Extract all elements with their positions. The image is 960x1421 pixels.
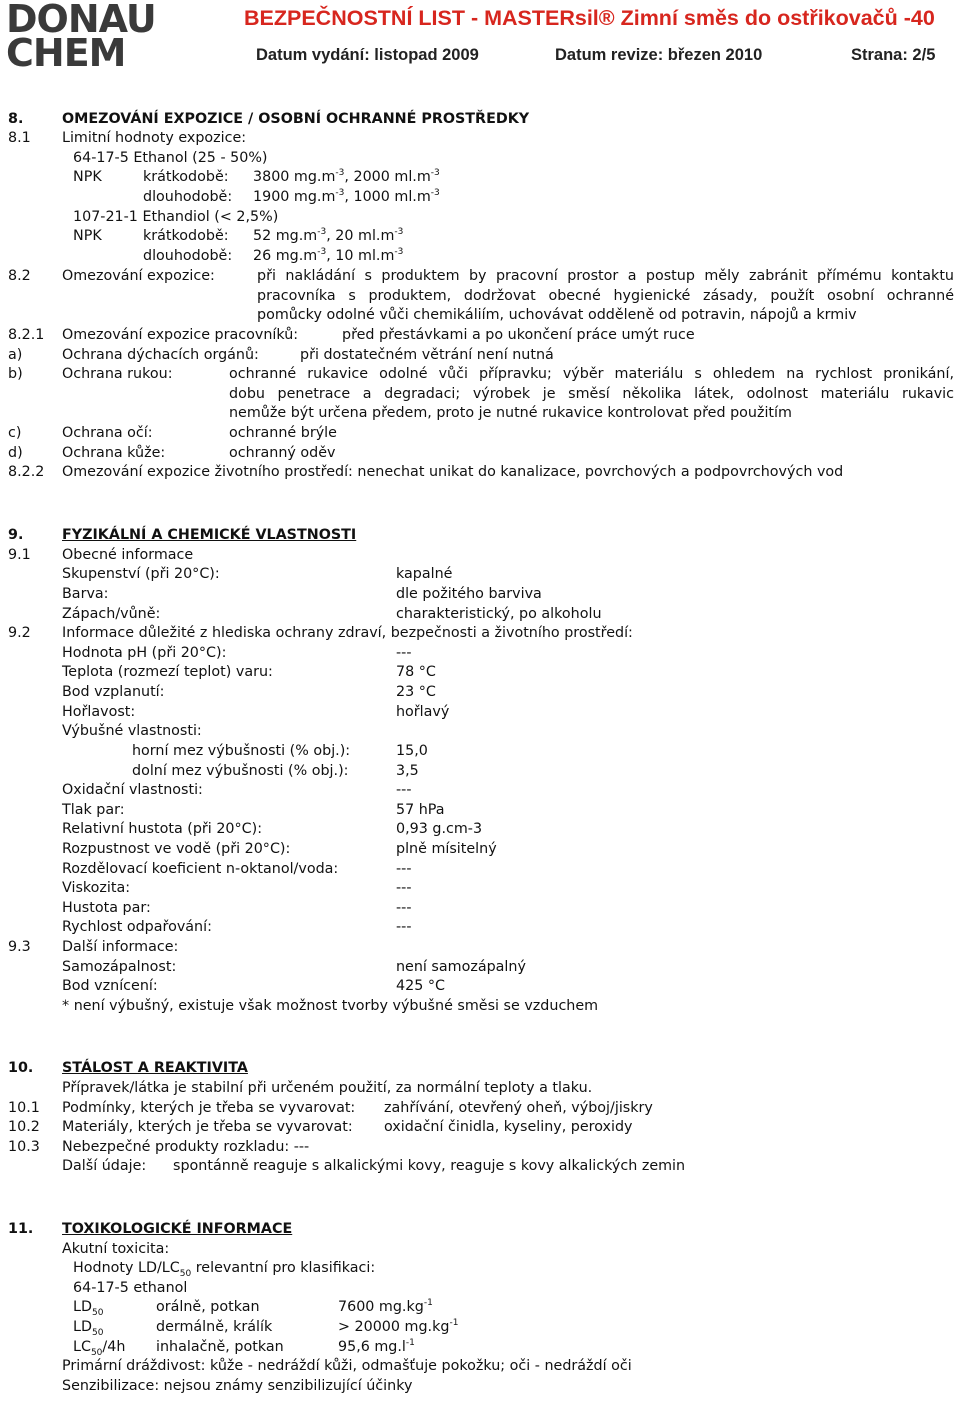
eye-protection-label: Ochrana očí: <box>62 425 153 441</box>
property-label: Tlak par: <box>62 802 125 818</box>
property-label: Skupenství (při 20°C): <box>62 566 220 582</box>
short-term-label: krátkodobě: <box>143 169 229 185</box>
s8-number: 8. <box>8 111 24 127</box>
property-label: Rozdělovací koeficient n-oktanol/voda: <box>62 861 339 877</box>
property-value: --- <box>396 880 412 896</box>
s821-number: 8.2.1 <box>8 327 45 343</box>
ethandiol-name: 107-21-1 Ethandiol (< 2,5%) <box>73 209 279 225</box>
tox-route: inhalačně, potkan <box>156 1339 284 1355</box>
property-value: 15,0 <box>396 743 428 759</box>
respiratory-protection-label: Ochrana dýchacích orgánů: <box>62 347 259 363</box>
property-label: Samozápalnost: <box>62 959 177 975</box>
item-b-number: b) <box>8 366 23 382</box>
property-label: Zápach/vůně: <box>62 606 161 622</box>
s102-number: 10.2 <box>8 1119 40 1135</box>
ethandiol-long-term-value: 26 $mg.m^{-3}$, 10 $ml.m^{-3}$ <box>253 247 404 264</box>
s11-number: 11. <box>8 1221 34 1237</box>
property-label: Hodnota pH (při 20°C): <box>62 645 227 661</box>
s821-label: Omezování expozice pracovníků: <box>62 327 299 343</box>
s82-text-line2: pracovníka s produktem, dodržovat obecné hygienické zásady, použít osobní ochranné <box>257 288 954 304</box>
materials-to-avoid-value: oxidační činidla, kyseliny, peroxidy <box>384 1119 633 1135</box>
property-value: dle požitého barviva <box>396 586 542 602</box>
property-label: horní mez výbušnosti (% obj.): <box>132 743 351 759</box>
eye-protection-value: ochranné brýle <box>229 425 337 441</box>
s8-title: OMEZOVÁNÍ EXPOZICE / OSOBNÍ OCHRANNÉ PROSTŘEDKY <box>62 111 530 127</box>
s10-number: 10. <box>8 1060 34 1076</box>
item-c-number: c) <box>8 425 22 441</box>
property-value: 425 °C <box>396 978 445 994</box>
s9-title: FYZIKÁLNÍ A CHEMICKÉ VLASTNOSTI <box>62 527 357 543</box>
property-value: charakteristický, po alkoholu <box>396 606 602 622</box>
s82-number: 8.2 <box>8 268 31 284</box>
conditions-to-avoid-label: Podmínky, kterých je třeba se vyvarovat: <box>62 1100 356 1116</box>
document-title: BEZPEČNOSTNÍ LIST - MASTERsil® Zimní směs do ostřikovačů -40 <box>244 6 935 30</box>
item-a-number: a) <box>8 347 23 363</box>
property-value: --- <box>396 900 412 916</box>
tox-value: 95,6 $mg.l^{-1}$ <box>338 1338 415 1355</box>
logo-line2: CHEM <box>6 31 126 75</box>
s10-title: STÁLOST A REAKTIVITA <box>62 1060 248 1076</box>
stability-intro: Přípravek/látka je stabilní při určeném použití, za normální teploty a tlaku. <box>62 1080 593 1096</box>
skin-protection-label: Ochrana kůže: <box>62 445 166 461</box>
decomposition-products: Nebezpečné produkty rozkladu: --- <box>62 1139 310 1155</box>
long-term-label: dlouhodobě: <box>143 248 233 264</box>
property-label: dolní mez výbušnosti (% obj.): <box>132 763 349 779</box>
ethanol-long-term-value: 1900 $mg.m^{-3}$, 1000 $ml.m^{-3}$ <box>253 188 440 205</box>
s82-text-line3: pomůcky odolné vůči chemikáliím, uchovávat odděleně od potravin, nápojů a krmiv <box>257 307 857 323</box>
property-label: Hustota par: <box>62 900 151 916</box>
tox-substance: 64-17-5 ethanol <box>73 1280 188 1296</box>
issue-date: Datum vydání: listopad 2009 <box>256 46 479 64</box>
npk-label: NPK <box>73 169 102 185</box>
hand-protection-line3: nemůže být určena předem, proto je nutné rukavice kontrolovat před použitím <box>229 405 792 421</box>
tox-route: dermálně, králík <box>156 1319 273 1335</box>
s103-number: 10.3 <box>8 1139 40 1155</box>
s822-text: Omezování expozice životního prostředí: nenechat unikat do kanalizace, povrchových a podpovrchových vod <box>62 464 844 480</box>
s93-number: 9.3 <box>8 939 31 955</box>
property-value: není samozápalný <box>396 959 526 975</box>
property-value: 23 °C <box>396 684 436 700</box>
logo-line1: DONAU <box>6 0 156 41</box>
s9-number: 9. <box>8 527 24 543</box>
acute-toxicity-label: Akutní toxicita: <box>62 1241 170 1257</box>
property-value: hořlavý <box>396 704 450 720</box>
long-term-label: dlouhodobě: <box>143 189 233 205</box>
s81-number: 8.1 <box>8 130 31 146</box>
property-value: plně mísitelný <box>396 841 497 857</box>
property-value: kapalné <box>396 566 453 582</box>
property-label: Relativní hustota (při 20°C): <box>62 821 263 837</box>
property-value: 57 hPa <box>396 802 445 818</box>
tox-measure: $LD_{50}$ <box>73 1319 104 1338</box>
s11-title: TOXIKOLOGICKÉ INFORMACE <box>62 1221 293 1237</box>
ethanol-short-term-value: 3800 $mg.m^{-3}$, 2000 $ml.m^{-3}$ <box>253 168 440 185</box>
s822-number: 8.2.2 <box>8 464 45 480</box>
s91-title: Obecné informace <box>62 547 194 563</box>
s82-text-line1: při nakládání s produktem by pracovní prostor a postup měly zabránit přímému kontaktu <box>257 268 954 284</box>
s92-number: 9.2 <box>8 625 31 641</box>
other-data-value: spontánně reaguje s alkalickými kovy, reaguje s kovy alkalických zemin <box>173 1158 686 1174</box>
ethandiol-short-term-value: 52 $mg.m^{-3}$, 20 $ml.m^{-3}$ <box>253 227 404 244</box>
tox-value: 7600 $mg.kg^{-1}$ <box>338 1298 433 1315</box>
property-label: Rychlost odpařování: <box>62 919 212 935</box>
hand-protection-line1: ochranné rukavice odolné vůči přípravku; výběr materiálu s ohledem na rychlost pronikání, <box>229 366 954 382</box>
ethanol-name: 64-17-5 Ethanol (25 - 50%) <box>73 150 268 166</box>
tox-value: > 20000 $mg.kg^{-1}$ <box>338 1318 459 1335</box>
property-label: Viskozita: <box>62 880 131 896</box>
s81-title: Limitní hodnoty expozice: <box>62 130 247 146</box>
s91-number: 9.1 <box>8 547 31 563</box>
page-header <box>0 0 960 82</box>
tox-measure: $LD_{50}$ <box>73 1299 104 1318</box>
property-value: 0,93 g.cm-3 <box>396 821 483 837</box>
property-value: --- <box>396 861 412 877</box>
property-value: 78 °C <box>396 664 436 680</box>
hand-protection-label: Ochrana rukou: <box>62 366 173 382</box>
s92-title: Informace důležité z hlediska ochrany zdraví, bezpečnosti a životního prostředí: <box>62 625 633 641</box>
ld-lc-values-label: Hodnoty $LD/LC_{50}$ relevantní pro klasifikaci: <box>73 1260 376 1279</box>
materials-to-avoid-label: Materiály, kterých je třeba se vyvarovat: <box>62 1119 353 1135</box>
property-label: Výbušné vlastnosti: <box>62 723 202 739</box>
property-label: Teplota (rozmezí teplot) varu: <box>62 664 273 680</box>
respiratory-protection-value: při dostatečném větrání není nutná <box>300 347 554 363</box>
s821-value: před přestávkami a po ukončení práce umýt ruce <box>342 327 695 343</box>
tox-route: orálně, potkan <box>156 1299 260 1315</box>
property-label: Bod vzplanutí: <box>62 684 165 700</box>
property-label: Barva: <box>62 586 109 602</box>
short-term-label: krátkodobě: <box>143 228 229 244</box>
property-value: --- <box>396 645 412 661</box>
tox-measure: $LC_{50}/4h$ <box>73 1339 126 1358</box>
sensitization: Senzibilizace: nejsou známy senzibilizující účinky <box>62 1378 413 1394</box>
property-value: 3,5 <box>396 763 419 779</box>
item-d-number: d) <box>8 445 23 461</box>
s101-number: 10.1 <box>8 1100 40 1116</box>
property-label: Bod vznícení: <box>62 978 158 994</box>
conditions-to-avoid-value: zahřívání, otevřený oheň, výboj/jiskry <box>384 1100 653 1116</box>
page-number: Strana: 2/5 <box>851 46 936 64</box>
donau-chem-logo <box>6 0 156 75</box>
property-label: Rozpustnost ve vodě (při 20°C): <box>62 841 291 857</box>
hand-protection-line2: dobu penetrace a degradaci; výrobek je směsí několika látek, odolnost materiálu rukavic <box>229 386 954 402</box>
property-value: --- <box>396 919 412 935</box>
primary-irritation: Primární dráždivost: kůže - nedráždí kůži, odmašťuje pokožku; oči - nedráždí oči <box>62 1358 632 1374</box>
property-label: Hořlavost: <box>62 704 136 720</box>
property-label: Oxidační vlastnosti: <box>62 782 203 798</box>
s93-title: Další informace: <box>62 939 179 955</box>
skin-protection-value: ochranný oděv <box>229 445 336 461</box>
property-value: --- <box>396 782 412 798</box>
s82-label: Omezování expozice: <box>62 268 215 284</box>
other-data-label: Další údaje: <box>62 1158 147 1174</box>
revision-date: Datum revize: březen 2010 <box>555 46 763 64</box>
explosion-note: * není výbušný, existuje však možnost tvorby výbušné směsi se vzduchem <box>62 998 599 1014</box>
npk-label: NPK <box>73 228 102 244</box>
